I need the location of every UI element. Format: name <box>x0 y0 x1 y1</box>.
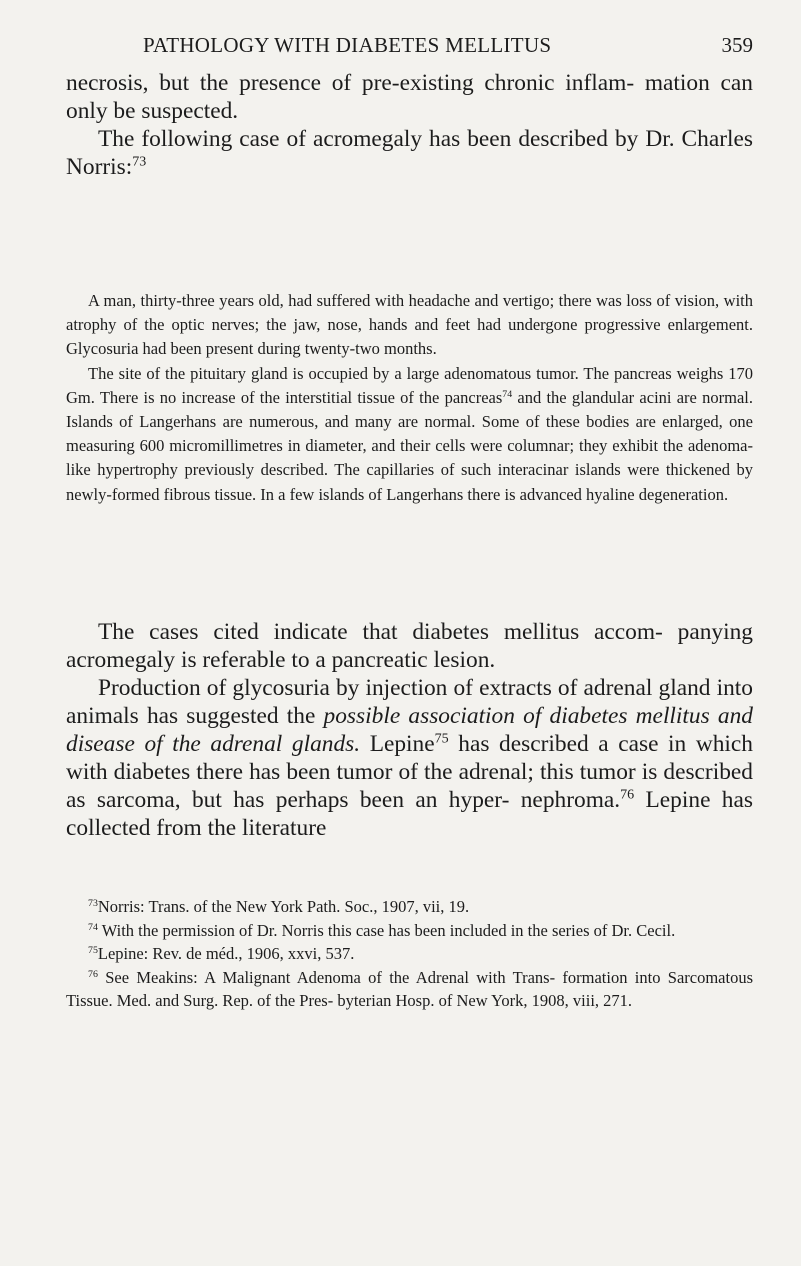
footnote-number: 76 <box>88 968 98 980</box>
conclusion-paragraph-2-a: Production of glycosuria by injection of extracts of adrenal gland into animals has suggested the <box>66 675 753 729</box>
intro-text <box>66 69 753 181</box>
intro-paragraph-2 <box>66 125 753 181</box>
quote-paragraph-2-after: and the glandular acini are normal. Islands of Langerhans are numerous, and many are normal. Some of these bodies are enlarged, one measuring 600 micromillimetres in diameter, and their cells were columnar; they exhibit the adenoma-like hypertrophy previously described. The capillaries of such interacinar islands were thickened by newly-formed fibrous tissue. In a few islands of Langerhans there is advanced hyaline degeneration. <box>66 387 753 504</box>
footnote-73 <box>66 895 753 919</box>
intro-paragraph-2-text: The following case of acromegaly has been described by Dr. Charles Norris: <box>66 126 753 180</box>
conclusion-paragraph-1: The cases cited indicate that diabetes mellitus accom- panying acromegaly is referable to a pancreatic lesion. <box>66 619 753 673</box>
footnote-number: 75 <box>88 945 98 957</box>
quote-paragraph-2-before: The site of the pituitary gland is occupied by a large adenomatous tumor. The pancreas weighs 170 Gm. There is no increase of the interstitial tissue of the pancreas <box>66 363 753 407</box>
footnote-ref-73: 73 <box>132 153 147 170</box>
footnote-75 <box>66 942 753 966</box>
conclusion-paragraph-2-b: Lepine <box>360 731 435 757</box>
footnote-number: 74 <box>88 921 98 933</box>
page-header <box>66 32 753 60</box>
conclusion-paragraph-2-d: Lepine has collected from the literature <box>66 787 753 841</box>
page-number: 359 <box>721 33 753 57</box>
footnote-74 <box>66 919 753 943</box>
footnote-text: With the permission of Dr. Norris this case has been included in the series of Dr. Cecil. <box>101 920 676 940</box>
running-head: PATHOLOGY WITH DIABETES MELLITUS <box>143 33 552 57</box>
conclusion-paragraph-2-italic: possible association of diabetes mellitus and disease of the adrenal glands. <box>66 703 754 757</box>
quote-paragraph-2 <box>66 362 753 507</box>
intro-paragraph-1: necrosis, but the presence of pre-existing chronic inflam- mation can only be suspected. <box>66 70 753 124</box>
footnotes <box>66 895 753 1013</box>
footnote-text: Norris: Trans. of the New York Path. Soc., 1907, vii, 19. <box>97 897 470 916</box>
footnote-number: 73 <box>88 898 98 910</box>
footnote-76 <box>66 966 753 1013</box>
case-quote <box>66 289 753 507</box>
footnote-ref-74: 74 <box>502 388 513 400</box>
quote-paragraph-1: A man, thirty-three years old, had suffered with headache and vertigo; there was loss of vision, with atrophy of the optic nerves; the jaw, nose, hands and feet had undergone progressive enlargement. Glycosuria had been present during twenty-two months. <box>66 291 753 359</box>
footnote-ref-75: 75 <box>434 730 449 747</box>
conclusion-paragraph-2-c: has described a case in which with diabetes there has been tumor of the adrenal; this tumor is described as sarcoma, but has perhaps been an hyper- nephroma. <box>66 731 753 813</box>
footnote-ref-76: 76 <box>620 786 635 803</box>
conclusion-paragraph-2 <box>66 674 753 842</box>
conclusion-text <box>66 618 753 842</box>
footnote-text: See Meakins: A Malignant Adenoma of the Adrenal with Trans- formation into Sarcomatous Tissue. Med. and Surg. Rep. of the Pres- byterian Hosp. of New York, 1908, viii, 271. <box>66 967 753 1010</box>
footnote-text: Lepine: Rev. de méd., 1906, xxvi, 537. <box>97 944 355 963</box>
